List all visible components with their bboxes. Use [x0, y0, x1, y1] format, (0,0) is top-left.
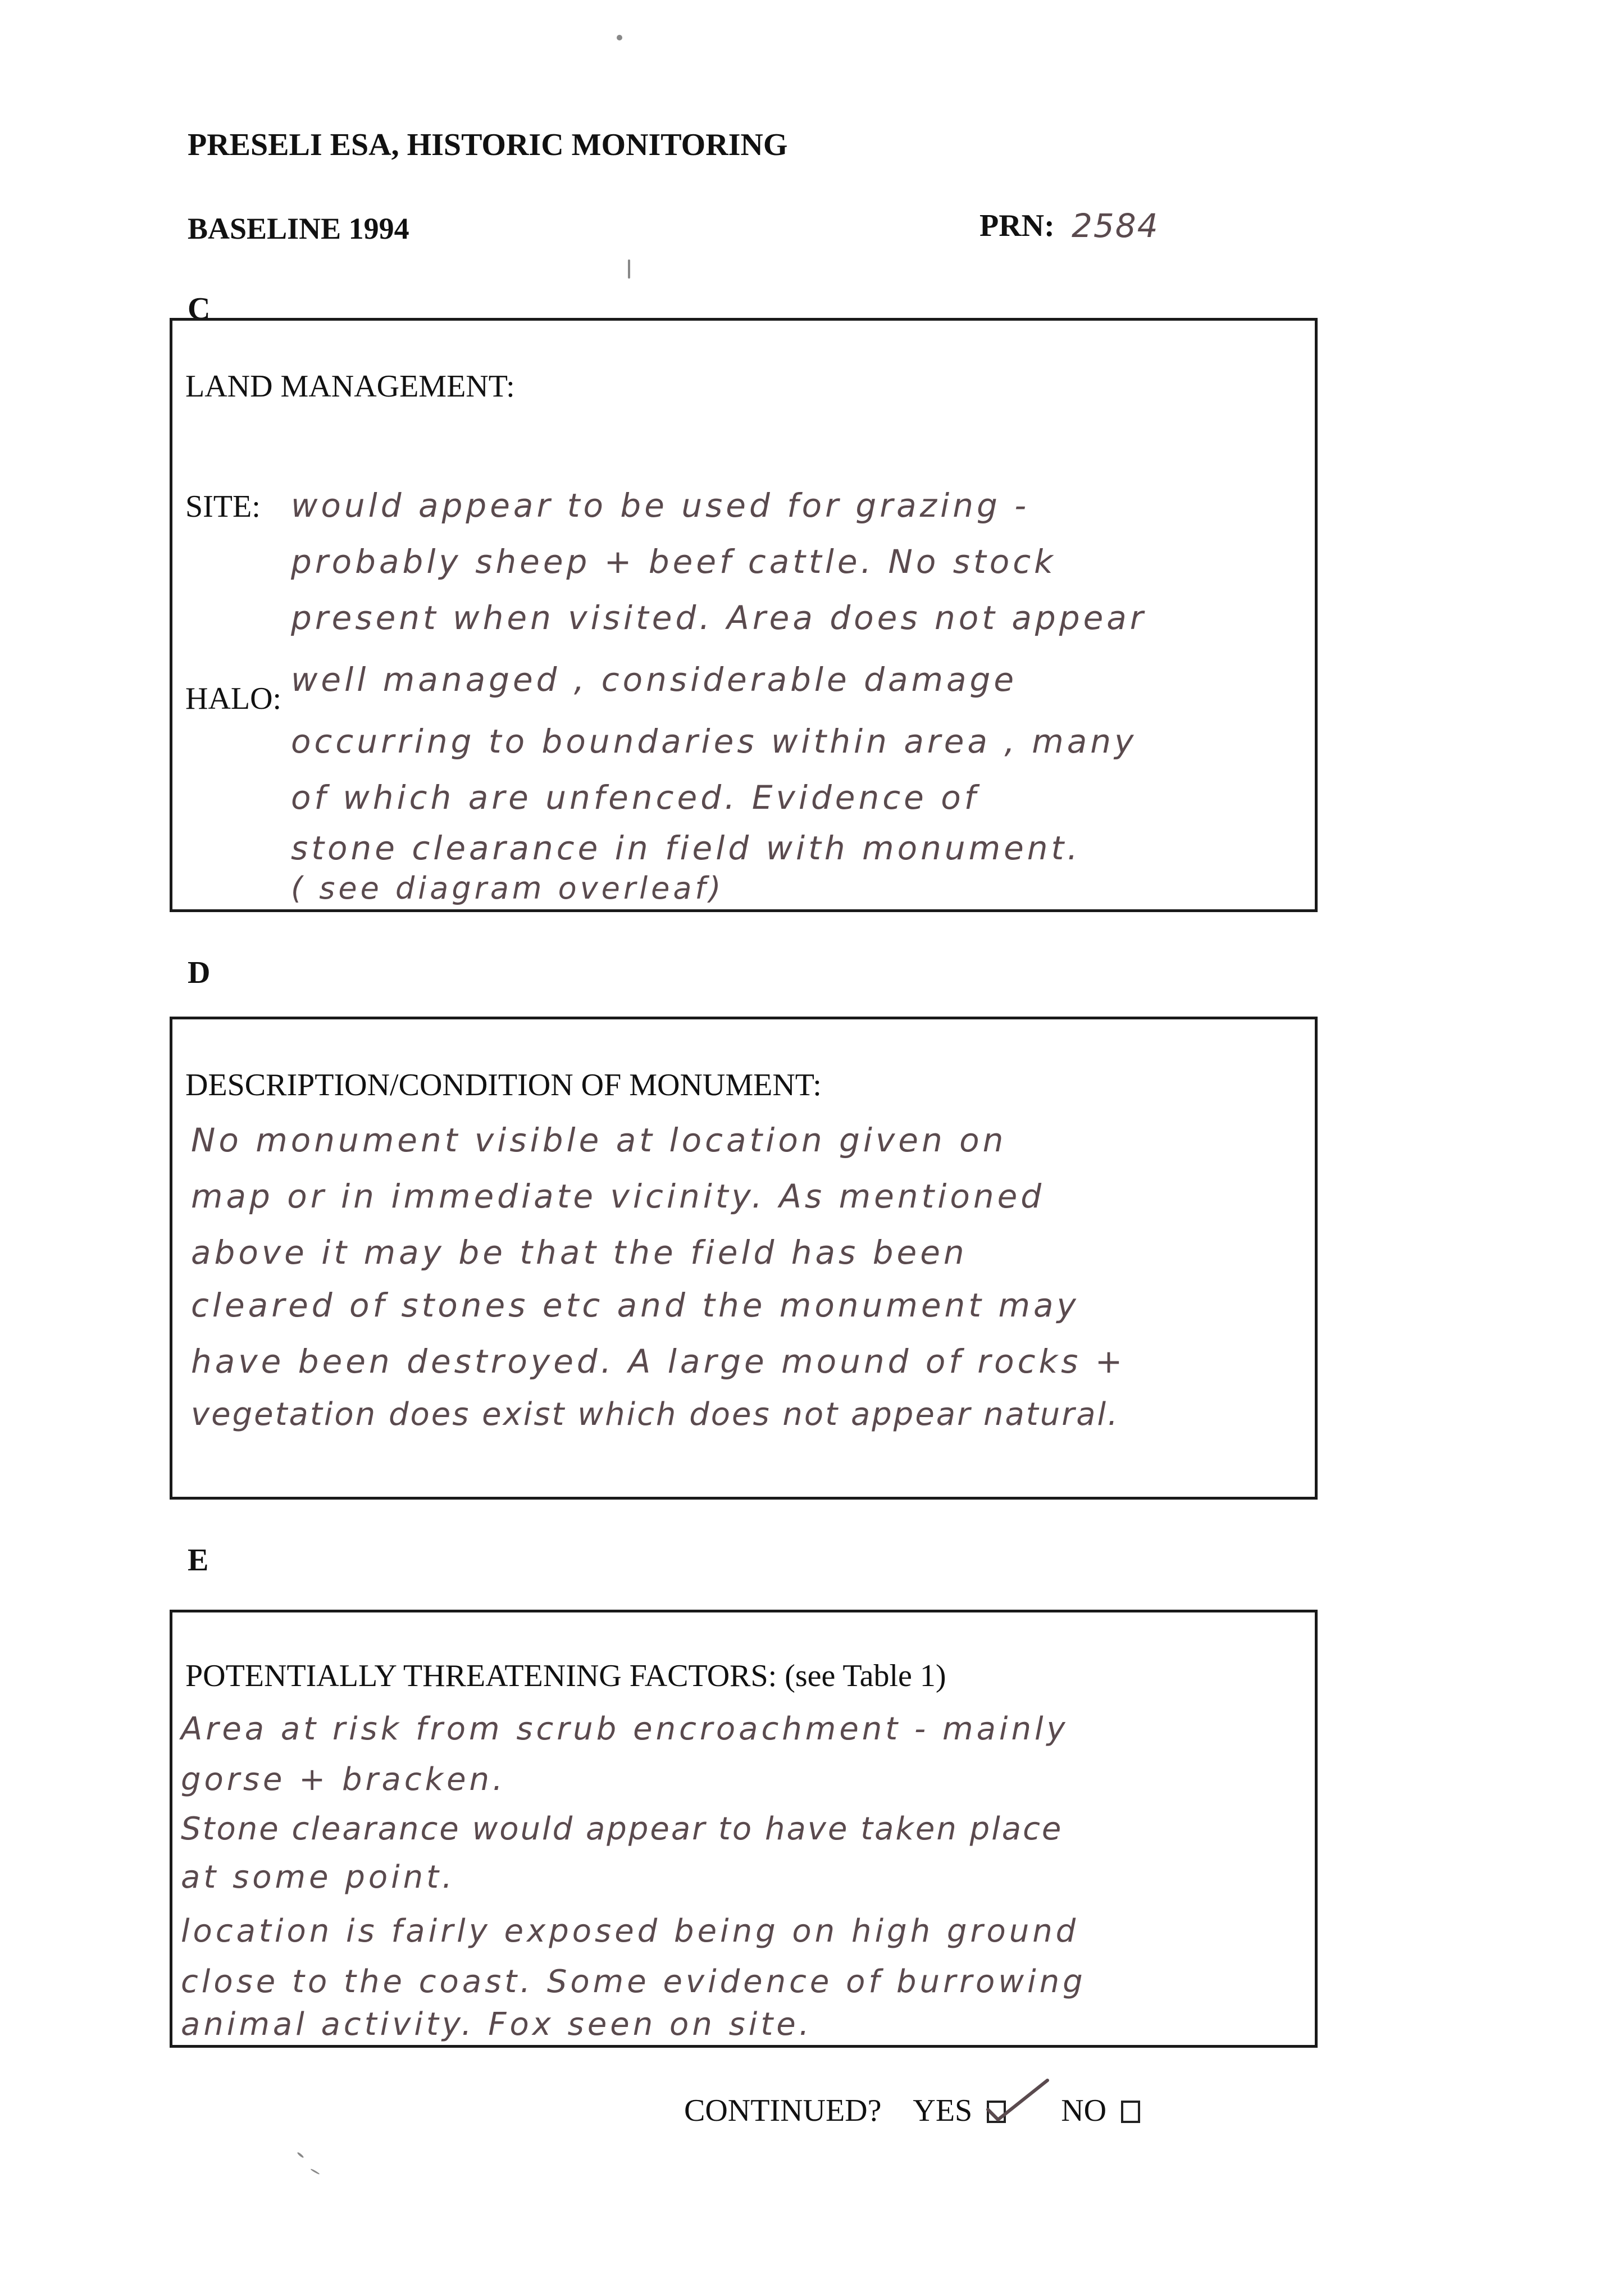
checkmark-icon: [986, 2078, 1053, 2129]
description-line: No monument visible at location given on: [191, 1121, 1007, 1159]
threats-line: at some point.: [181, 1859, 455, 1896]
form-title: PRESELI ESA, HISTORIC MONITORING: [188, 127, 788, 162]
continued-row: [684, 2093, 1140, 2129]
description-line: above it may be that the field has been: [191, 1233, 968, 1272]
prn-value: 2584: [1072, 207, 1159, 245]
no-label: NO: [1061, 2093, 1107, 2128]
description-line: cleared of stones etc and the monument may: [191, 1286, 1079, 1324]
threats-line: location is fairly exposed being on high ground: [181, 1913, 1079, 1949]
threats-line: Area at risk from scrub encroachment - mainly: [181, 1711, 1069, 1747]
site-line: probably sheep + beef cattle. No stock: [291, 543, 1056, 581]
halo-line: occurring to boundaries within area , many: [291, 722, 1137, 760]
site-line: would appear to be used for grazing -: [291, 486, 1030, 525]
halo-line: of which are unfenced. Evidence of: [291, 778, 979, 817]
description-line: have been destroyed. A large mound of rocks +: [191, 1342, 1126, 1381]
yes-checkbox[interactable]: [987, 2101, 1006, 2123]
halo-line: ( see diagram overleaf): [291, 871, 725, 906]
scan-speck: [628, 259, 630, 279]
scan-speck: [310, 2169, 320, 2175]
site-line: present when visited. Area does not appear: [291, 599, 1147, 637]
halo-line: stone clearance in field with monument.: [291, 829, 1081, 867]
halo-line: well managed , considerable damage: [291, 660, 1018, 699]
description-line: vegetation does exist which does not appear natural.: [191, 1396, 1119, 1433]
threats-line: gorse + bracken.: [181, 1761, 506, 1798]
prn-label: PRN:: [979, 208, 1055, 243]
threats-line: Stone clearance would appear to have taken place: [181, 1811, 1063, 1847]
baseline-label: BASELINE 1994: [188, 212, 409, 245]
threats-line: close to the coast. Some evidence of burrowing: [181, 1964, 1086, 2000]
scan-speck: [297, 2152, 304, 2158]
section-c-letter: C: [188, 291, 211, 326]
yes-label: YES: [913, 2093, 973, 2128]
threats-line: animal activity. Fox seen on site.: [181, 2006, 813, 2043]
no-checkbox[interactable]: [1121, 2101, 1140, 2123]
halo-label: HALO:: [185, 681, 282, 716]
land-management-heading: LAND MANAGEMENT:: [185, 369, 515, 404]
description-heading: DESCRIPTION/CONDITION OF MONUMENT:: [185, 1068, 822, 1103]
description-line: map or in immediate vicinity. As mentioned: [191, 1177, 1045, 1215]
section-e-letter: E: [188, 1543, 209, 1578]
section-d-letter: D: [188, 955, 211, 990]
scan-speck: [617, 35, 622, 40]
site-label: SITE:: [185, 489, 261, 524]
threats-heading: POTENTIALLY THREATENING FACTORS: (see Table 1): [185, 1659, 946, 1693]
continued-label: CONTINUED?: [684, 2093, 882, 2128]
